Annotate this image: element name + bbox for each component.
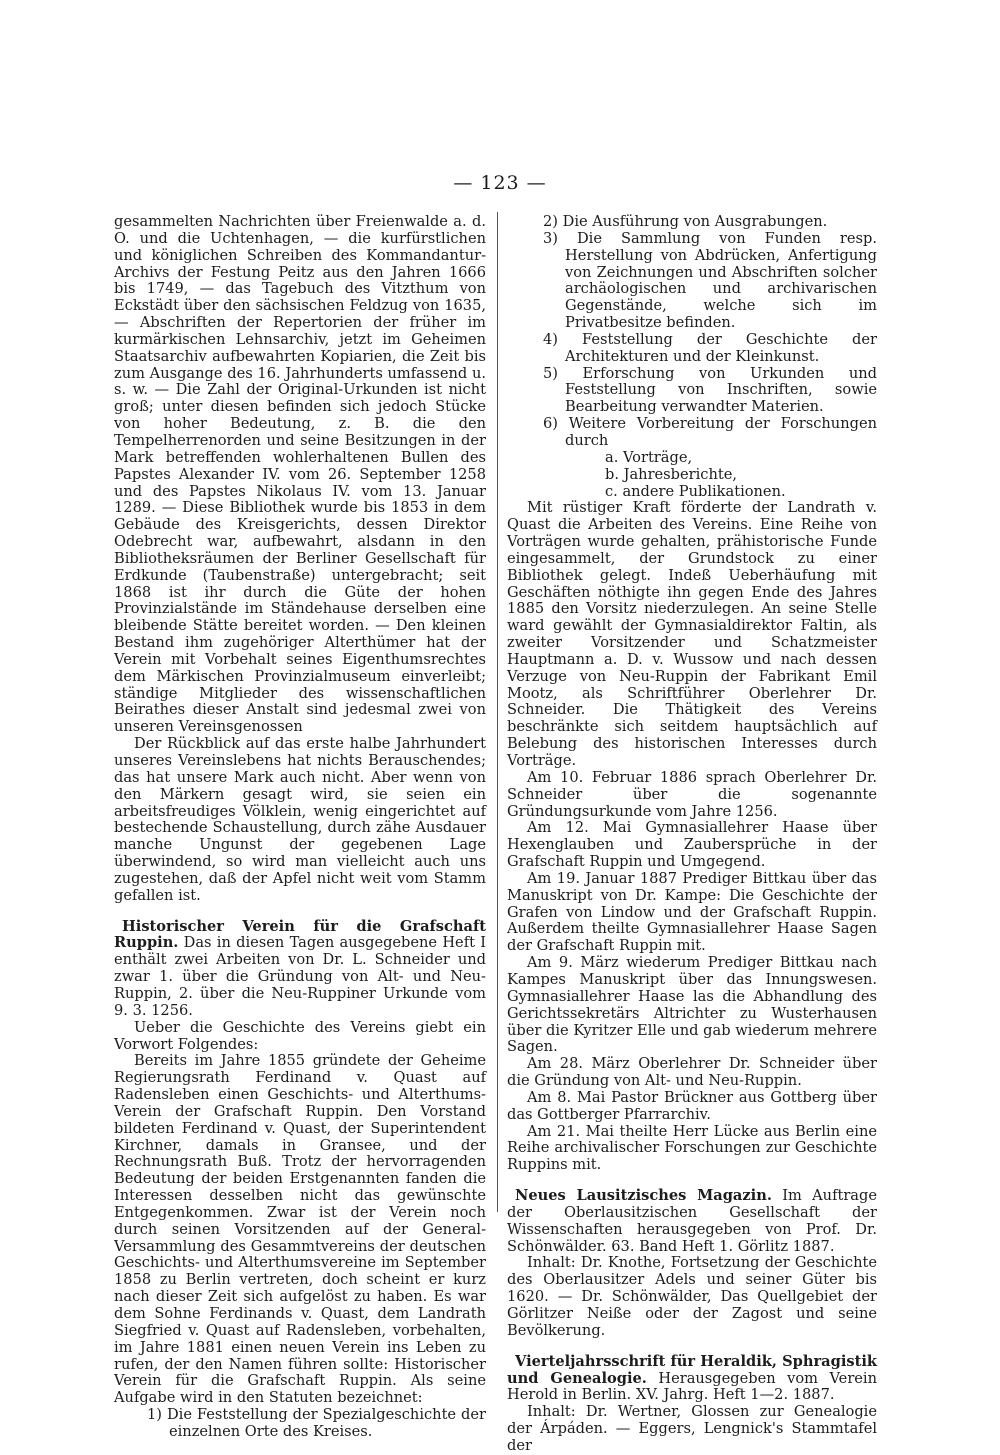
list-item: 4) Feststellung der Geschichte der Architekturen und der Kleinkunst. [543, 330, 877, 365]
section-heading: Historischer Verein für die Grafschaft Ruppin. [114, 917, 486, 952]
body-paragraph: Bereits im Jahre 1855 gründete der Geheime Regierungsrath Ferdinand v. Quast auf Radensleben einen Geschichts- und Alterthums-Verein der Grafschaft Ruppin. Den Vorstand bildeten Ferdinand v. Quast, der Superintendent Kirchner, damals in Gransee, und der Rechnungsrath Buß. Trotz der hervorragenden Bedeutung der beiden Erstgenannten fanden die Interessen desselben nicht das gewünschte Entgegenkommen. Zwar ist der Verein noch durch seinen Vorsitzenden auf der General-Versammlung des Gesammtvereins der deutschen Geschichts- und Alterthumsvereine im September 1858 zu Berlin vertreten, doch scheint er kurz nach dieser Zeit sich aufgelöst zu haben. Es war dem Sohne Ferdinands v. Quast, dem Landrath Siegfried v. Quast auf Radensleben, vorbehalten, im Jahre 1881 einen neuen Verein ins Leben zu rufen, der den Namen führen sollte: Historischer Verein für die Grafschaft Ruppin. Als seine Aufgabe wird in den Statuten bezeichnet: [114, 1052, 486, 1407]
section-heading: Vierteljahrsschrift für Heraldik, Sphragistik und Genealogie. [507, 1352, 877, 1387]
page-number: — 123 — [453, 172, 547, 194]
sub-list-item: c. andere Publikationen. [605, 482, 786, 500]
list-item: 5) Erforschung von Urkunden und Feststellung von Inschriften, sowie Bearbeitung verwandter Materien. [543, 364, 877, 416]
sub-list-item: b. Jahresberichte, [605, 465, 738, 483]
body-text: Herausgegeben vom Verein Herold in Berlin. XV. Jahrg. Heft 1—2. 1887. [507, 1369, 877, 1404]
list-item: 6) Weitere Vorbereitung der Forschungen durch [543, 415, 877, 449]
section-heading: Neues Lausitzisches Magazin. [515, 1187, 772, 1205]
left-column [114, 214, 486, 1441]
body-paragraph: gesammelten Nachrichten über Freienwalde a. d. O. und die Uchtenhagen, — die kurfürstlichen und königlichen Schreiben des Kommandantur-Archivs der Festung Peitz aus den Jahren 1666 bis 1749, — das Tagebuch des Vitzthum von Eckstädt über den sächsischen Feldzug von 1635, — Abschriften der Repertorien der früher im kurmärkischen Lehnsarchiv, jetzt im Geheimen Staatsarchiv aufbewahrten Kopiarien, die Zeit bis zum Ausgange des 16. Jahrhunderts umfassend u. s. w. — Die Zahl der Original-Urkunden ist nicht groß; unter diesen befinden sich jedoch Stücke von hoher Bedeutung, z. B. die den Tempelherrenorden und seine Besitzungen in der Mark betreffenden wohlerhaltenen Bullen des Papstes Alexander IV. vom 26. September 1258 und des Papstes Nikolaus IV. vom 13. Januar 1289. — Diese Bibliothek wurde bis 1853 in dem Gebäude des Kreisgerichts, dessen Direktor Odebrecht war, aufbewahrt, alsdann in den Bibliotheksräumen der Berliner Gesellschaft für Erdkunde (Taubenstraße) untergebracht; seit 1868 ist ihr durch die Güte der hohen Provinzialstände im Ständehause derselben eine bleibende Stätte bereitet worden. — Den kleinen Bestand ihm zugehöriger Alterthümer hat der Verein mit Vorbehalt seines Eigenthumsrechtes dem Märkischen Provinzialmuseum einverleibt; ständige Mitglieder des wissenschaftlichen Beirathes dieser Anstalt sind jedesmal zwei von unseren Vereinsgenossen [114, 213, 486, 736]
right-column [507, 214, 877, 1455]
column-divider [497, 212, 498, 1212]
body-paragraph: Mit rüstiger Kraft förderte der Landrath v. Quast die Arbeiten des Vereins. Eine Reihe von Vorträgen wurde gehalten, prähistorische Funde eingesammelt, der Grundstock zu einer Bibliothek gelegt. Indeß Ueberhäufung mit Geschäften nöthigte ihn gegen Ende des Jahres 1885 den Vorsitz niederzulegen. An seine Stelle ward gewählt der Gymnasialdirektor Faltin, als zweiter Vorsitzender und Schatzmeister Hauptmann a. D. v. Wussow und nach dessen Verzuge von Neu-Ruppin der Fabrikant Emil Mootz, als Schriftführer Oberlehrer Dr. Schneider. Die Thätigkeit des Vereins beschränkte sich seitdem hauptsächlich auf Belebung des historischen Interesses durch Vorträge. [507, 499, 877, 769]
body-paragraph: Am 21. Mai theilte Herr Lücke aus Berlin eine Reihe archivalischer Forschungen zur Geschichte Ruppins mit. [507, 1122, 877, 1174]
body-paragraph: Ueber die Geschichte des Vereins giebt ein Vorwort Folgendes: [114, 1018, 486, 1053]
body-paragraph: Am 8. Mai Pastor Brückner aus Gottberg über das Gottberger Pfarrarchiv. [507, 1088, 877, 1123]
body-text: Im Auftrage der Oberlausitzischen Gesellschaft der Wissenschaften herausgegeben von Prof. Dr. Schönwälder. 63. Band Heft 1. Görlitz 1887. [507, 1187, 877, 1255]
body-paragraph: Am 28. März Oberlehrer Dr. Schneider über die Gründung von Alt- und Neu-Ruppin. [507, 1055, 877, 1090]
section-entry [507, 1354, 877, 1405]
section-entry [507, 1188, 877, 1255]
body-paragraph: Der Rückblick auf das erste halbe Jahrhundert unseres Vereinslebens hat nichts Berauschendes; das hat unsere Mark auch nicht. Aber wenn von den Märkern gesagt wird, sie seien ein arbeitsfreudiges Völklein, wenig eingerichtet auf bestechende Schaustellung, durch zähe Ausdauer manche Ungunst der gegebenen Lage überwindend, so wird man vielleicht auch uns zugestehen, daß der Apfel nicht weit vom Stamm gefallen ist. [114, 735, 486, 904]
sub-list-item: a. Vorträge, [605, 448, 693, 466]
list-item: 3) Die Sammlung von Funden resp. Herstellung von Abdrücken, Anfertigung von Zeichnungen und Abschriften solcher archäologischen und archivarischen Gegenstände, welche sich im Privatbesitze befinden. [543, 229, 877, 332]
body-paragraph: Inhalt: Dr. Knothe, Fortsetzung der Geschichte des Oberlausitzer Adels und seiner Güter bis 1620. — Dr. Schönwälder, Das Quellgebiet der Görlitzer Neiße oder der Zagost und seine Bevölkerung. [507, 1254, 877, 1339]
body-paragraph: Inhalt: Dr. Wertner, Glossen zur Genealogie der Árpáden. — Eggers, Lengnick's Stammtafel der [507, 1403, 877, 1454]
list-item: 2) Die Ausführung von Ausgrabungen. [543, 213, 828, 230]
body-paragraph: Am 19. Januar 1887 Prediger Bittkau über das Manuskript von Dr. Kampe: Die Geschichte der Grafen von Lindow und der Grafschaft Ruppin. Außerdem theilte Gymnasiallehrer Haase Sagen der Grafschaft Ruppin mit. [507, 869, 877, 955]
body-paragraph: Am 10. Februar 1886 sprach Oberlehrer Dr. Schneider über die sogenannte Gründungsurkunde vom Jahre 1256. [507, 768, 877, 820]
body-paragraph: Am 12. Mai Gymnasiallehrer Haase über Hexenglauben und Zaubersprüche in der Grafschaft Ruppin und Umgegend. [507, 819, 877, 871]
list-item: 1) Die Feststellung der Spezialgeschichte der einzelnen Orte des Kreises. [147, 1406, 486, 1440]
body-paragraph: Am 9. März wiederum Prediger Bittkau nach Kampes Manuskript über das Innungswesen. Gymnasiallehrer Haase las die Abhandlung des Gerichtssekretärs Altrichter zu Wusterhausen über die Kyritzer Elle und gab wiederum mehrere Sagen. [507, 954, 877, 1056]
body-text: Das in diesen Tagen ausgegebene Heft I enthält zwei Arbeiten von Dr. L. Schneider und zwar 1. über die Gründung von Alt- und Neu-Ruppin, 2. über die Neu-Ruppiner Urkunde vom 9. 3. 1256. [114, 934, 486, 1019]
section-entry [114, 919, 486, 1020]
